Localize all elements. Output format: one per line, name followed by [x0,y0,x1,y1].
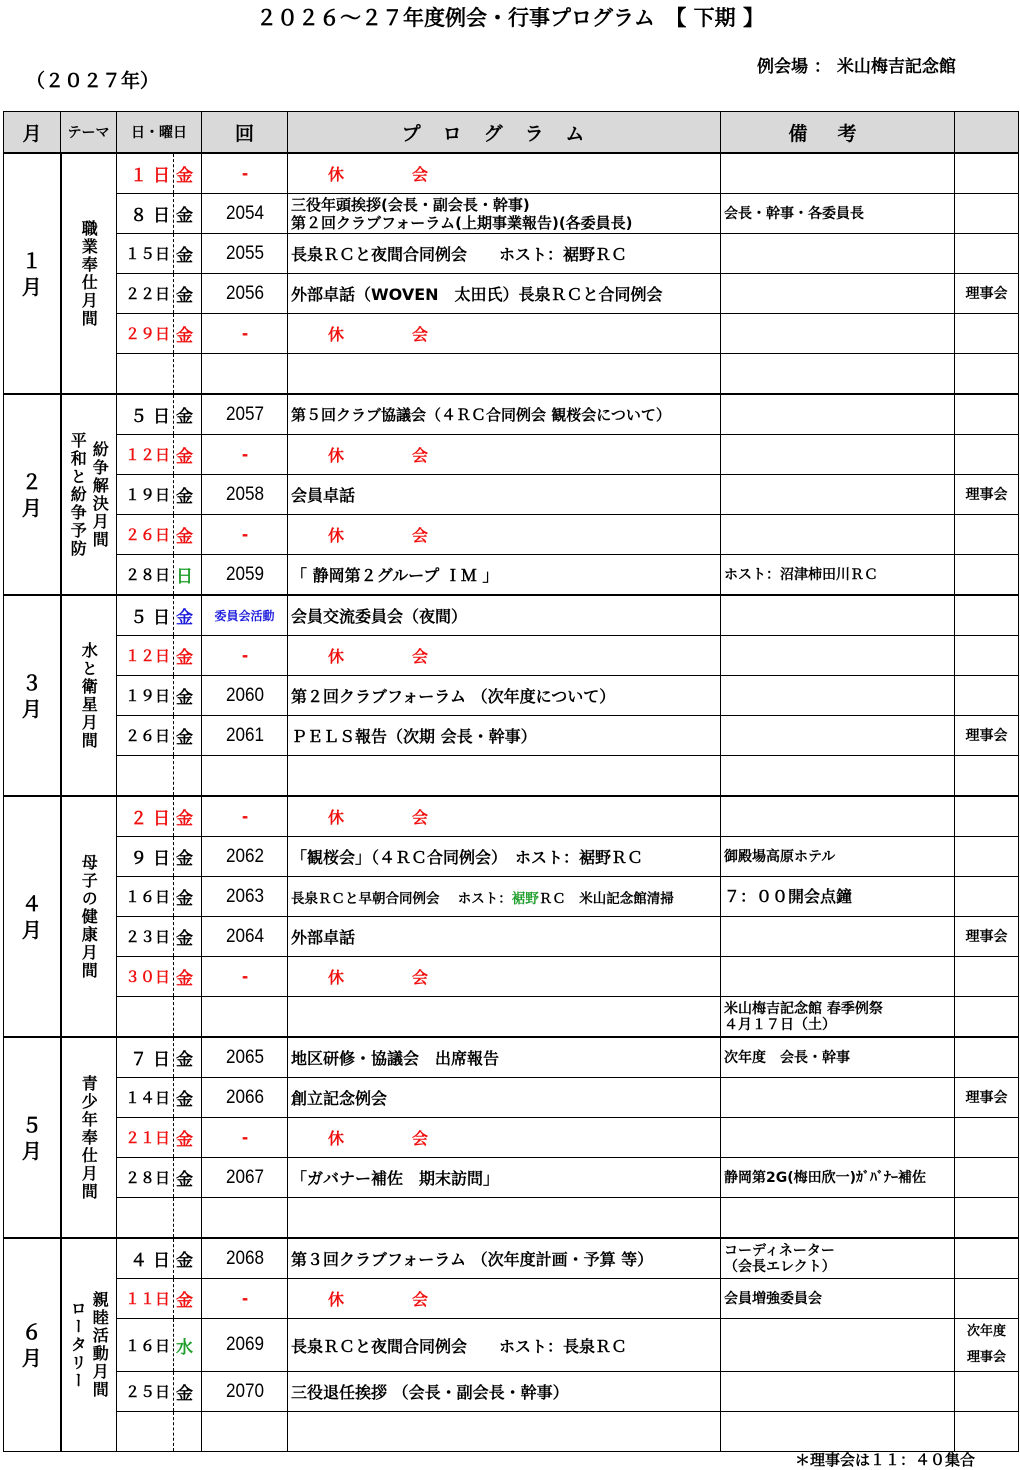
board-meeting-cell: 理事会 [955,475,1019,515]
schedule-row [4,837,1019,877]
program-cell: 「 静岡第２グループ ＩＭ 」 [288,555,721,596]
program-cell [288,877,721,917]
schedule-row [4,234,1019,274]
date-cell: ７ 日 [117,1037,174,1078]
venue-label: 例会場 ： 米山梅吉記念館 [757,57,956,77]
note-cell [721,435,955,475]
note-cell [721,515,955,555]
program-table [3,111,1019,1452]
board-meeting-cell [955,153,1019,194]
program-part: ＲＣ 米山記念館清掃 [538,890,674,907]
schedule-row [4,756,1019,797]
weekday-cell [174,756,202,797]
meeting-number: 2070 [206,1372,283,1412]
program-cell: 外部卓話（WOVEN 太田氏）長泉ＲＣと合同例会 [288,274,721,314]
program-cell: 三役年頭挨拶(会長・副会長・幹事) 第２回クラブフォーラム(上期事業報告)(各委員長) [288,194,721,234]
weekday-cell: 金 [174,877,202,917]
board-meeting-cell [955,314,1019,354]
schedule-row [4,877,1019,917]
date-cell [117,1198,174,1239]
date-cell: ３０日 [117,957,174,997]
note-cell [721,917,955,957]
program-cell: 第２回クラブフォーラム （次年度について） [288,676,721,716]
month-theme [61,595,117,796]
schedule-row [4,394,1019,435]
schedule-row [4,555,1019,596]
board-meeting-cell [955,1412,1019,1452]
program-cell: 会員卓話 [288,475,721,515]
note-cell [721,354,955,395]
date-cell: ５ 日 [117,595,174,636]
date-cell: １９日 [117,676,174,716]
date-cell: １６日 [117,1319,174,1372]
theme-text: 母子の健康月間 [79,853,99,980]
weekday-cell: 金 [174,1238,202,1279]
meeting-number: 2064 [206,917,283,957]
date-cell: ２２日 [117,274,174,314]
program-cell: 会員交流委員会（夜間） [288,595,721,636]
meeting-number: 2063 [206,877,283,917]
meeting-number: 2065 [206,1037,283,1078]
meeting-number: 2056 [206,274,283,314]
date-cell: １２日 [117,435,174,475]
meeting-number: 2068 [206,1238,283,1279]
note-cell: 会長・幹事・各委員長 [721,194,955,234]
weekday-cell: 金 [174,515,202,555]
date-cell: １５日 [117,234,174,274]
program-cell: ＰＥＬＳ報告（次期 会長・幹事） [288,716,721,756]
note-cell: 米山梅吉記念館 春季例祭 ４月１７日（土） [721,997,955,1038]
weekday-cell: 金 [174,1158,202,1198]
col-note: 備考 [721,112,955,154]
schedule-row [4,636,1019,676]
year-label: （２０２７年） [26,70,160,92]
col-number: 回 [202,112,288,154]
note-cell: 御殿場高原ホテル [721,837,955,877]
col-month: 月 [4,112,61,154]
theme-text-group [62,432,117,558]
board-meeting-cell [955,515,1019,555]
weekday-cell: 金 [174,314,202,354]
schedule-row [4,1037,1019,1078]
meeting-number: - [206,153,283,194]
date-cell: ９ 日 [117,837,174,877]
weekday-cell: 日 [174,555,202,596]
program-cell: 休 会 [288,1118,721,1158]
note-cell [721,475,955,515]
date-cell: １６日 [117,877,174,917]
meeting-number: 委員会活動 [202,595,288,636]
weekday-cell: 金 [174,595,202,636]
board-meeting-cell [955,1158,1019,1198]
date-cell: ２６日 [117,515,174,555]
meeting-number: 2055 [206,234,283,274]
note-cell [721,957,955,997]
program-cell: 休 会 [288,796,721,837]
theme-text-group [62,220,117,328]
date-cell: ２８日 [117,1158,174,1198]
date-cell: ２１日 [117,1118,174,1158]
month-label: ５ 月 [4,1037,61,1238]
date-cell: ８ 日 [117,194,174,234]
weekday-cell: 金 [174,475,202,515]
theme-text-group [62,1075,117,1201]
date-cell: １４日 [117,1078,174,1118]
meeting-number: 2069 [206,1319,283,1372]
board-meeting-cell: 理事会 [955,917,1019,957]
program-part: 長泉ＲＣと早朝合同例会 ホスト： [291,890,512,907]
schedule-row [4,1319,1019,1372]
program-cell: 休 会 [288,153,721,194]
weekday-cell: 金 [174,435,202,475]
schedule-row [4,1118,1019,1158]
board-meeting-cell [955,1118,1019,1158]
date-cell [117,1412,174,1452]
month-theme [61,1037,117,1238]
note-cell [721,756,955,797]
theme-text: ロータリー [68,1300,88,1390]
board-meeting-cell [955,234,1019,274]
program-cell: 創立記念例会 [288,1078,721,1118]
date-cell: ２９日 [117,314,174,354]
weekday-cell: 金 [174,636,202,676]
date-cell [117,756,174,797]
schedule-row [4,1279,1019,1319]
date-cell: １２日 [117,636,174,676]
program-cell [288,756,721,797]
month-theme [61,796,117,1037]
schedule-row [4,194,1019,234]
note-cell [721,676,955,716]
schedule-row [4,796,1019,837]
date-cell: ５ 日 [117,394,174,435]
program-cell: 休 会 [288,957,721,997]
schedule-row [4,274,1019,314]
board-meeting-cell [955,435,1019,475]
program-table-body [4,153,1019,1452]
program-cell: 長泉ＲＣと夜間合同例会 ホスト：裾野ＲＣ [288,234,721,274]
meeting-number: 2061 [206,716,283,756]
date-cell: ２ 日 [117,796,174,837]
meeting-number: - [206,515,283,555]
note-cell: ７：００開会点鐘 [721,877,955,917]
theme-text: 職業奉仕月間 [79,219,99,328]
program-cell: 休 会 [288,435,721,475]
weekday-cell: 金 [174,1118,202,1158]
theme-text: 平和と紛争予防 [68,431,88,558]
weekday-cell [174,354,202,395]
note-cell [721,1372,955,1412]
weekday-cell: 金 [174,394,202,435]
weekday-cell: 金 [174,1372,202,1412]
weekday-cell: 金 [174,153,202,194]
meeting-number [206,1412,283,1452]
meeting-number: 2067 [206,1158,283,1198]
note-cell [721,1198,955,1239]
theme-text: 紛争解決月間 [90,440,110,549]
weekday-cell [174,1412,202,1452]
board-meeting-cell [955,354,1019,395]
theme-text: 青少年奉仕月間 [79,1074,99,1201]
month-label: １ 月 [4,153,61,394]
col-extra [955,112,1019,154]
weekday-cell [174,997,202,1038]
note-cell [721,716,955,756]
program-cell: 「ガバナー補佐 期末訪問」 [288,1158,721,1198]
weekday-cell: 金 [174,796,202,837]
program-cell: 休 会 [288,1279,721,1319]
note-cell [721,796,955,837]
program-cell: 外部卓話 [288,917,721,957]
board-meeting-cell [955,676,1019,716]
schedule-row [4,676,1019,716]
date-cell: ２８日 [117,555,174,596]
meeting-number [206,997,283,1038]
weekday-cell: 金 [174,1279,202,1319]
date-cell: ２６日 [117,716,174,756]
meeting-number: 2062 [206,837,283,877]
theme-text: 水と衛星月間 [79,641,99,750]
date-cell [117,354,174,395]
note-cell [721,1078,955,1118]
schedule-row [4,997,1019,1038]
board-meeting-cell: 理事会 [955,274,1019,314]
weekday-cell: 金 [174,1037,202,1078]
weekday-cell: 金 [174,234,202,274]
meeting-number: - [206,1118,283,1158]
board-meeting-cell [955,636,1019,676]
date-cell: ２５日 [117,1372,174,1412]
month-theme [61,153,117,394]
schedule-row [4,1412,1019,1452]
meeting-number: - [206,1279,283,1319]
meeting-number: 2058 [206,475,283,515]
schedule-row [4,1198,1019,1239]
note-cell [721,314,955,354]
board-meeting-cell: 次年度 理事会 [955,1319,1019,1372]
note-cell [721,1118,955,1158]
board-meeting-cell [955,796,1019,837]
date-cell: １１日 [117,1279,174,1319]
month-label: ３ 月 [4,595,61,796]
date-cell: ２３日 [117,917,174,957]
weekday-cell: 金 [174,957,202,997]
board-meeting-cell [955,194,1019,234]
schedule-row [4,917,1019,957]
note-cell: ホスト：沼津柿田川ＲＣ [721,555,955,596]
program-cell [288,1412,721,1452]
note-cell [721,1412,955,1452]
board-meeting-cell [955,756,1019,797]
meeting-number: 2054 [206,194,283,234]
footnote: ＊理事会は１１：４０集合 [795,1451,976,1469]
board-meeting-cell [955,837,1019,877]
weekday-cell: 金 [174,676,202,716]
note-cell [721,595,955,636]
weekday-cell: 金 [174,917,202,957]
theme-text-group [62,1291,117,1399]
note-cell [721,234,955,274]
schedule-row [4,354,1019,395]
month-theme [61,394,117,595]
month-label: ６ 月 [4,1238,61,1452]
col-program: プログラム [288,112,721,154]
schedule-row [4,475,1019,515]
schedule-row [4,1372,1019,1412]
meeting-number: - [206,636,283,676]
weekday-cell: 金 [174,274,202,314]
program-cell: 休 会 [288,314,721,354]
note-cell [721,394,955,435]
board-meeting-cell: 理事会 [955,1078,1019,1118]
board-meeting-cell [955,1279,1019,1319]
program-cell: 長泉ＲＣと夜間合同例会 ホスト：長泉ＲＣ [288,1319,721,1372]
program-cell: 第５回クラブ協議会（４ＲＣ合同例会 観桜会について） [288,394,721,435]
board-meeting-cell [955,394,1019,435]
month-label: ４ 月 [4,796,61,1037]
col-theme: テーマ [61,112,117,154]
meeting-number: - [206,796,283,837]
board-meeting-cell [955,957,1019,997]
schedule-row [4,1238,1019,1279]
schedule-row [4,153,1019,194]
board-meeting-cell: 理事会 [955,716,1019,756]
weekday-cell [174,1198,202,1239]
board-meeting-cell [955,1238,1019,1279]
board-meeting-cell [955,1372,1019,1412]
schedule-row [4,1078,1019,1118]
board-meeting-cell [955,877,1019,917]
date-cell: １ 日 [117,153,174,194]
col-date: 日・曜日 [117,112,202,154]
program-cell: 三役退任挨拶 （会長・副会長・幹事） [288,1372,721,1412]
month-theme [61,1238,117,1452]
note-cell: 次年度 会長・幹事 [721,1037,955,1078]
weekday-cell: 水 [174,1319,202,1372]
program-cell [288,997,721,1038]
weekday-cell: 金 [174,837,202,877]
theme-text-group [62,642,117,750]
date-cell: ４ 日 [117,1238,174,1279]
program-cell: 休 会 [288,636,721,676]
program-cell: 休 会 [288,515,721,555]
note-cell: コーディネーター （会長エレクト） [721,1238,955,1279]
note-cell [721,1319,955,1372]
note-cell: 会員増強委員会 [721,1279,955,1319]
note-cell [721,274,955,314]
board-meeting-cell [955,997,1019,1038]
board-meeting-cell [955,595,1019,636]
meeting-number [206,1198,283,1239]
board-meeting-cell [955,1037,1019,1078]
note-cell: 静岡第2G(梅田欣一)ｶﾞﾊﾞﾅｰ補佐 [721,1158,955,1198]
meeting-number [206,354,283,395]
header-row [4,112,1019,154]
note-cell [721,636,955,676]
schedule-row [4,314,1019,354]
schedule-row [4,595,1019,636]
meeting-number: - [206,957,283,997]
theme-text: 親睦活動月間 [90,1291,110,1399]
date-cell: １９日 [117,475,174,515]
board-meeting-cell [955,555,1019,596]
meeting-number: 2057 [206,394,283,435]
weekday-cell: 金 [174,716,202,756]
schedule-row [4,435,1019,475]
meeting-number: 2066 [206,1078,283,1118]
note-cell [721,153,955,194]
weekday-cell: 金 [174,1078,202,1118]
schedule-row [4,957,1019,997]
board-meeting-cell [955,1198,1019,1239]
page-title: ２０２６～２７年度例会・行事プログラム 【 下期 】 [256,6,764,30]
schedule-row [4,1158,1019,1198]
theme-text-group [62,854,117,980]
date-cell [117,997,174,1038]
program-cell [288,354,721,395]
meeting-number: 2059 [206,555,283,596]
program-cell [288,1198,721,1239]
meeting-number: 2060 [206,676,283,716]
program-cell: 第３回クラブフォーラム （次年度計画・予算 等） [288,1238,721,1279]
schedule-row [4,515,1019,555]
meeting-number [206,756,283,797]
program-part: 裾野 [511,890,539,907]
schedule-row [4,716,1019,756]
month-label: ２ 月 [4,394,61,595]
meeting-number: - [206,435,283,475]
program-cell: 「観桜会」（４ＲＣ合同例会） ホスト：裾野ＲＣ [288,837,721,877]
meeting-number: - [206,314,283,354]
weekday-cell: 金 [174,194,202,234]
program-cell: 地区研修・協議会 出席報告 [288,1037,721,1078]
